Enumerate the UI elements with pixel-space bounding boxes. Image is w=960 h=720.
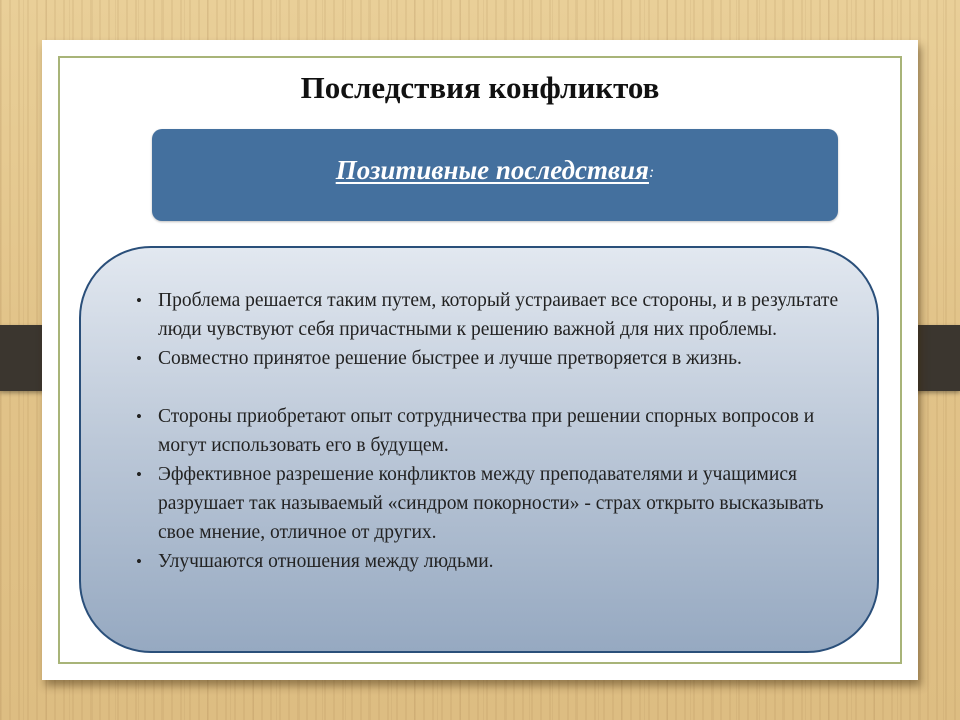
bullet-list — [134, 286, 854, 576]
bullet-item — [134, 402, 854, 460]
bullet-item — [134, 547, 854, 576]
bullet-icon: • — [136, 349, 142, 368]
bullet-text: Совместно принятое решение быстрее и лучше претворяется в жизнь. — [158, 348, 742, 369]
bullet-item — [134, 344, 854, 373]
slide-title: Последствия конфликтов — [300, 70, 660, 105]
bullet-item — [134, 460, 854, 547]
bullet-text: Улучшаются отношения между людьми. — [158, 551, 494, 572]
subtitle-banner — [152, 129, 838, 221]
bullet-text: Проблема решается таким путем, который устраивает все стороны, и в результате люди чувствуют себя причастными к решению важной для них проблемы. — [158, 290, 839, 340]
subtitle-text: Позитивные последствия — [335, 154, 649, 185]
bullet-text: Стороны приобретают опыт сотрудничества при решении спорных вопросов и могут использовать его в будущем. — [158, 406, 815, 456]
bullet-icon: • — [136, 407, 142, 426]
bullet-text: Эффективное разрешение конфликтов между преподавателями и учащимися разрушает так называемый «синдром покорности» - страх открыто высказывать свое мнение, отличное от других. — [158, 464, 824, 543]
content-box — [79, 246, 879, 653]
bullet-icon: • — [136, 552, 142, 571]
subtitle-colon: : — [648, 164, 655, 181]
bullet-icon: • — [136, 465, 142, 484]
bullet-item — [134, 286, 854, 344]
bullet-icon: • — [136, 291, 142, 310]
slide-card — [42, 40, 918, 680]
